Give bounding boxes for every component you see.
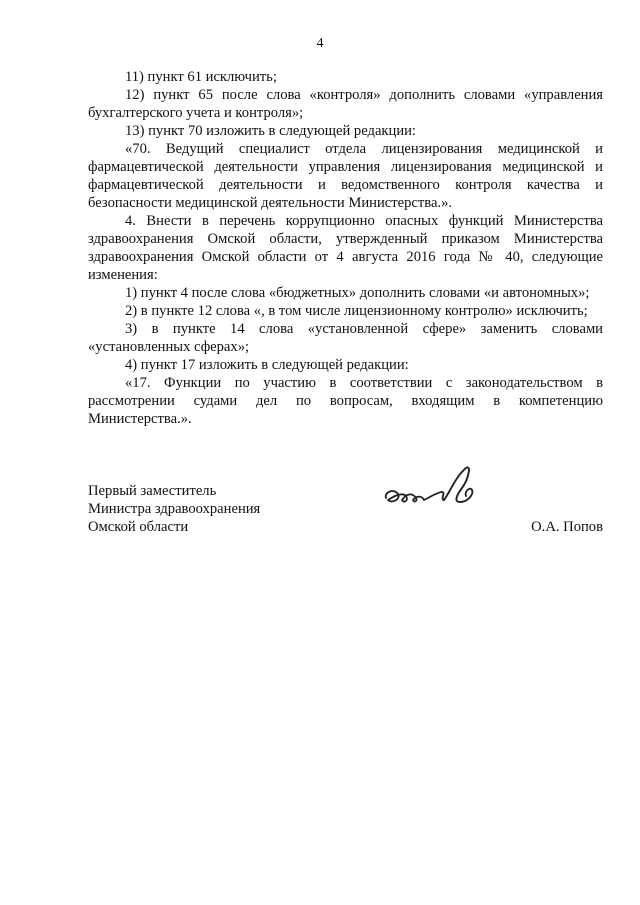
paragraph-item-13: 13) пункт 70 изложить в следующей редакции: (125, 123, 416, 139)
paragraph-quoted-item-17: «17. Функции по участию в соответствии с законодательством в рассмотрении судами дел по вопросам, входящим в компетенцию Министерства.». (88, 375, 603, 427)
signer-title-line: Омской области (88, 519, 189, 535)
paragraph-item-12: 12) пункт 65 после слова «контроля» дополнить словами «управления бухгалтерского учета и контроля»; (88, 87, 603, 121)
paragraph-section-4: 4. Внести в перечень коррупционно опасных функций Министерства здравоохранения Омской области, утвержденный приказом Министерства здравоохранения Омской области от 4 августа 2016 года № 40, следующие изменения: (88, 213, 603, 283)
paragraph-item-11: 11) пункт 61 исключить; (125, 69, 277, 85)
signer-title (88, 482, 603, 536)
signer-title-line: Министра здравоохранения (88, 501, 261, 517)
page-number: 4 (316, 36, 324, 51)
signature-block (88, 482, 603, 536)
paragraph-subitem-3: 3) в пункте 14 слова «установленной сфере» заменить словами «установленных сферах»; (88, 321, 603, 355)
signer-name: О.А. Попов (531, 519, 603, 535)
signer-title-line: Первый заместитель (88, 483, 217, 499)
paragraph-subitem-4: 4) пункт 17 изложить в следующей редакции: (125, 357, 409, 373)
handwritten-signature (380, 462, 490, 518)
document-body (88, 68, 603, 428)
paragraph-subitem-2: 2) в пункте 12 слова «, в том числе лицензионному контролю» исключить; (125, 303, 588, 319)
paragraph-quoted-item-70: «70. Ведущий специалист отдела лицензирования медицинской и фармацевтической деятельности управления лицензирования медицинской и фармацевтической деятельности и ведомственного контроля качества и безопасности медицинской деятельности Министерства.». (88, 141, 603, 211)
paragraph-subitem-1: 1) пункт 4 после слова «бюджетных» дополнить словами «и автономных»; (125, 285, 590, 301)
